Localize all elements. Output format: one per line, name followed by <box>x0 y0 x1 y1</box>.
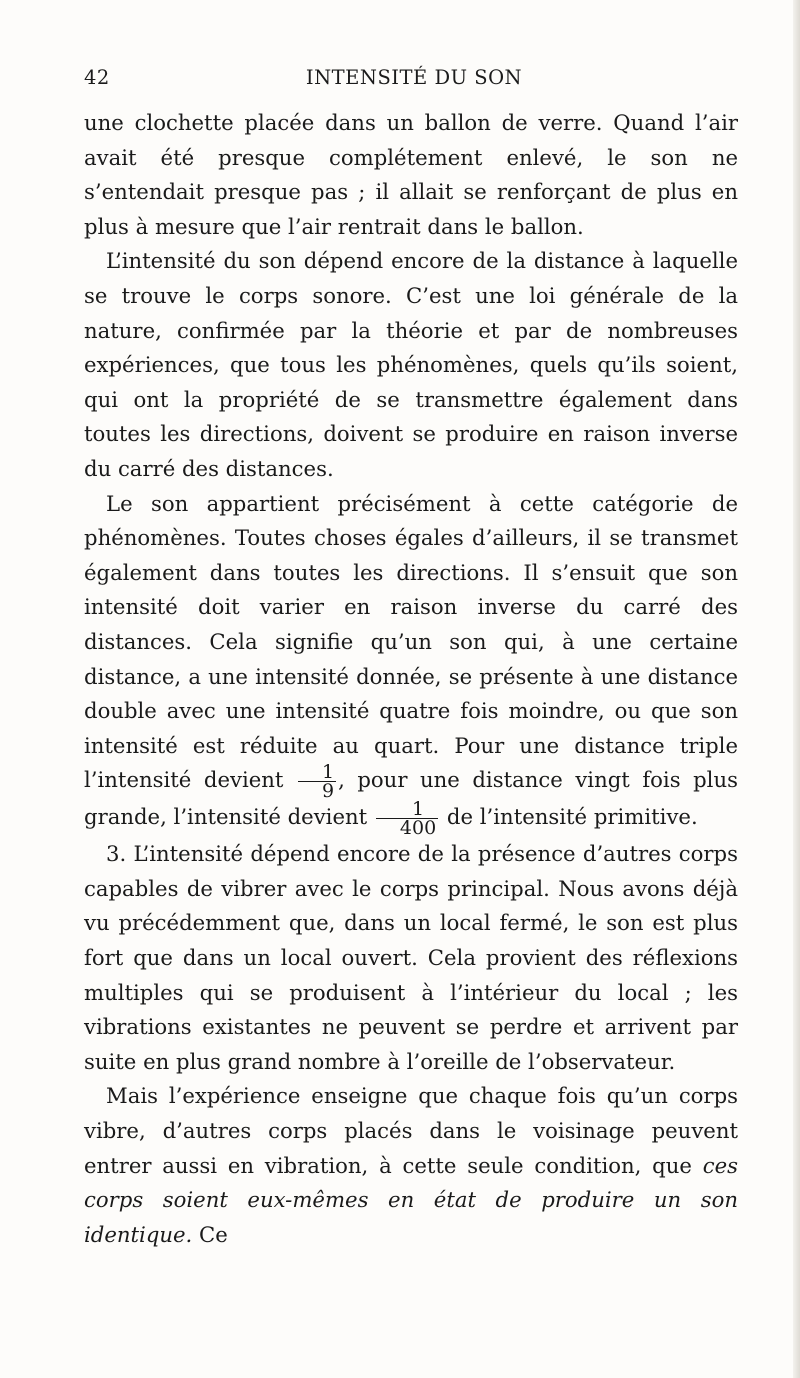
paragraph-4: 3. L’intensité dépend encore de la présence d’autres corps capables de vibrer avec le corps principal. Nous avons déjà vu précédemment que, dans un local fermé, le son est plus fort que dans un local ouvert. Cela provient des réflexions multiples qui se produisent à l’intérieur du local ; les vibrations existantes ne peuvent se perdre et arrivent par suite en plus grand nombre à l’oreille de l’observateur. <box>84 841 738 1074</box>
paragraph-1: une clochette placée dans un ballon de verre. Quand l’air avait été presque complétement enlevé, le son ne s’entendait presque pas ; il allait se renforçant de plus en plus à mesure que l’air rentrait dans le ballon. <box>84 110 738 239</box>
running-title: INTENSITÉ DU SON <box>305 66 523 89</box>
paragraph-3-text-b: , pour une distance vingt fois plus grande, l’intensité devient <box>84 767 738 830</box>
page-number: 42 <box>84 66 110 89</box>
fraction-numerator: 1 <box>298 763 336 782</box>
paragraph-3-text-c: de l’intensité primitive. <box>446 804 698 830</box>
paragraph-3-text-a: Le son appartient précisément à cette catégorie de phénomènes. Toutes choses égales d’ailleurs, il se transmet également dans toutes les directions. Il s’ensuit que son intensité doit varier en raison inverse du carré des distances. Cela signifie qu’un son qui, à une certaine distance, a une intensité donnée, se présente à une distance double avec une intensité quatre fois moindre, ou que son intensité est réduite au quart. Pour une distance triple l’intensité devient <box>84 490 738 793</box>
fraction-denominator: 400 <box>399 817 437 840</box>
fraction-one-ninth <box>298 761 336 803</box>
paragraph-5 <box>84 1079 738 1252</box>
fraction-numerator: 1 <box>376 800 438 819</box>
paragraph-5-text-a: Mais l’expérience enseigne que chaque fois qu’un corps vibre, d’autres corps placés dans le voisinage peuvent entrer aussi en vibration, à cette seule condition, que <box>84 1083 738 1178</box>
fraction-one-four-hundredth <box>376 798 438 840</box>
page-edge <box>793 0 800 1378</box>
paragraph-3 <box>84 487 738 838</box>
paragraph-5-italic: ces corps soient eux-mêmes en état de produire un son identique. <box>84 1152 738 1247</box>
body-text <box>84 106 738 1252</box>
running-head <box>84 66 744 94</box>
paragraph-5-text-b: Ce <box>199 1221 228 1247</box>
paragraph-2: L’intensité du son dépend encore de la distance à laquelle se trouve le corps sonore. C’est une loi générale de la nature, confirmée par la théorie et par de nombreuses expériences, que tous les phénomènes, quels qu’ils soient, qui ont la propriété de se transmettre également dans toutes les directions, doivent se produire en raison inverse du carré des distances. <box>84 248 738 481</box>
fraction-denominator: 9 <box>321 780 335 803</box>
